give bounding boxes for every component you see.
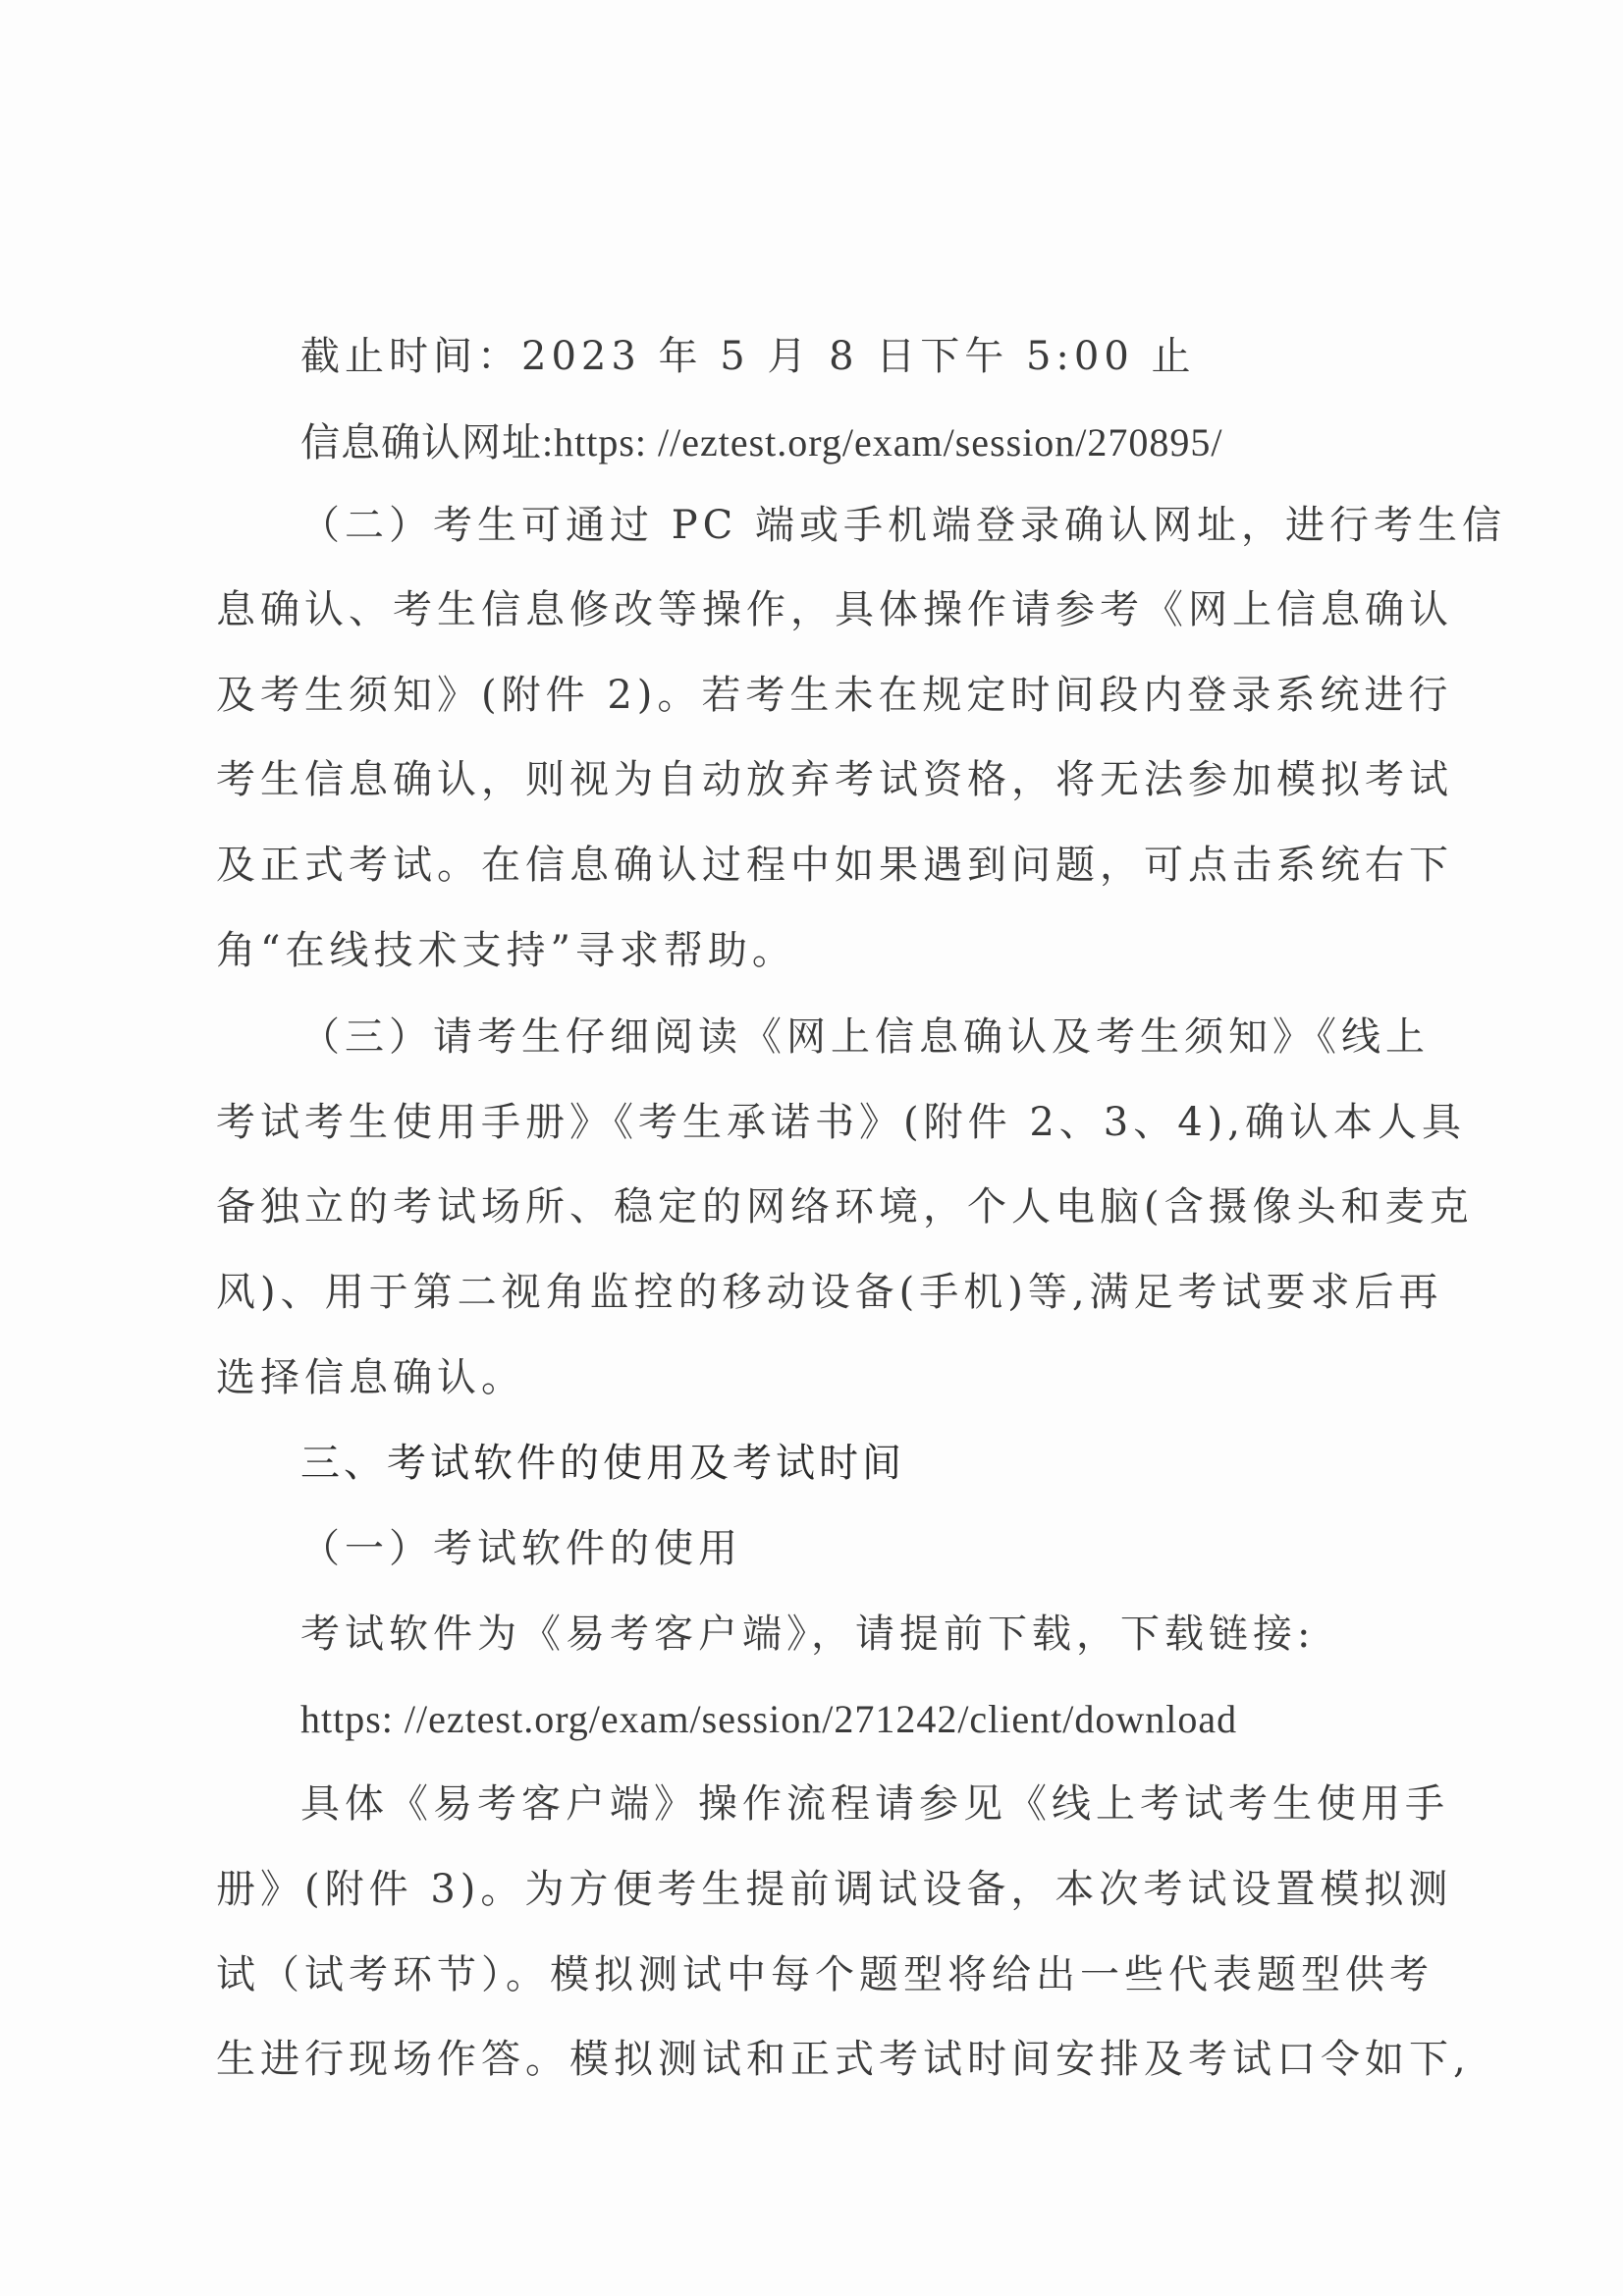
deadline-line: 截止时间：2023 年 5 月 8 日下午 5:00 止 <box>300 334 1196 379</box>
subsection-heading: （一）考试软件的使用 <box>300 1526 742 1571</box>
section-heading: 三、考试软件的使用及考试时间 <box>300 1441 905 1486</box>
paragraph-line: 备独立的考试场所、稳定的网络环境，个人电脑(含摄像头和麦克 <box>216 1184 1474 1230</box>
confirmation-url-line: 信息确认网址:https: //eztest.org/exam/session/270895/ <box>300 420 1223 465</box>
paragraph-line: 具体《易考客户端》操作流程请参见《线上考试考生使用手 <box>300 1781 1449 1827</box>
paragraph-line: 选择信息确认。 <box>216 1355 525 1400</box>
paragraph-line: （三）请考生仔细阅读《网上信息确认及考生须知》《线上 <box>300 1014 1430 1060</box>
paragraph-line: 考试软件为《易考客户端》，请提前下载，下载链接: <box>300 1612 1316 1657</box>
paragraph-line: （二）考生可通过 PC 端或手机端登录确认网址，进行考生信 <box>300 503 1506 548</box>
paragraph-line: 册》(附件 3)。为方便考生提前调试设备，本次考试设置模拟测 <box>216 1867 1453 1912</box>
paragraph-line: 角“在线技术支持”寻求帮助。 <box>216 928 796 973</box>
paragraph-line: 及考生须知》(附件 2)。若考生未在规定时间段内登录系统进行 <box>216 673 1453 718</box>
paragraph-line: 考生信息确认，则视为自动放弃考试资格，将无法参加模拟考试 <box>216 757 1453 802</box>
paragraph-line: 及正式考试。在信息确认过程中如果遇到问题，可点击系统右下 <box>216 843 1453 888</box>
download-url-line: https: //eztest.org/exam/session/271242/client/download <box>300 1697 1238 1741</box>
paragraph-line: 息确认、考生信息修改等操作，具体操作请参考《网上信息确认 <box>216 587 1453 632</box>
paragraph-line: 试（试考环节）。模拟测试中每个题型将给出一些代表题型供考 <box>216 1952 1434 1997</box>
paragraph-line: 生进行现场作答。模拟测试和正式考试时间安排及考试口令如下, <box>216 2037 1471 2082</box>
paragraph-line: 风)、用于第二视角监控的移动设备(手机)等,满足考试要求后再 <box>216 1270 1443 1315</box>
paragraph-line: 考试考生使用手册》《考生承诺书》(附件 2、3、4),确认本人具 <box>216 1100 1466 1145</box>
